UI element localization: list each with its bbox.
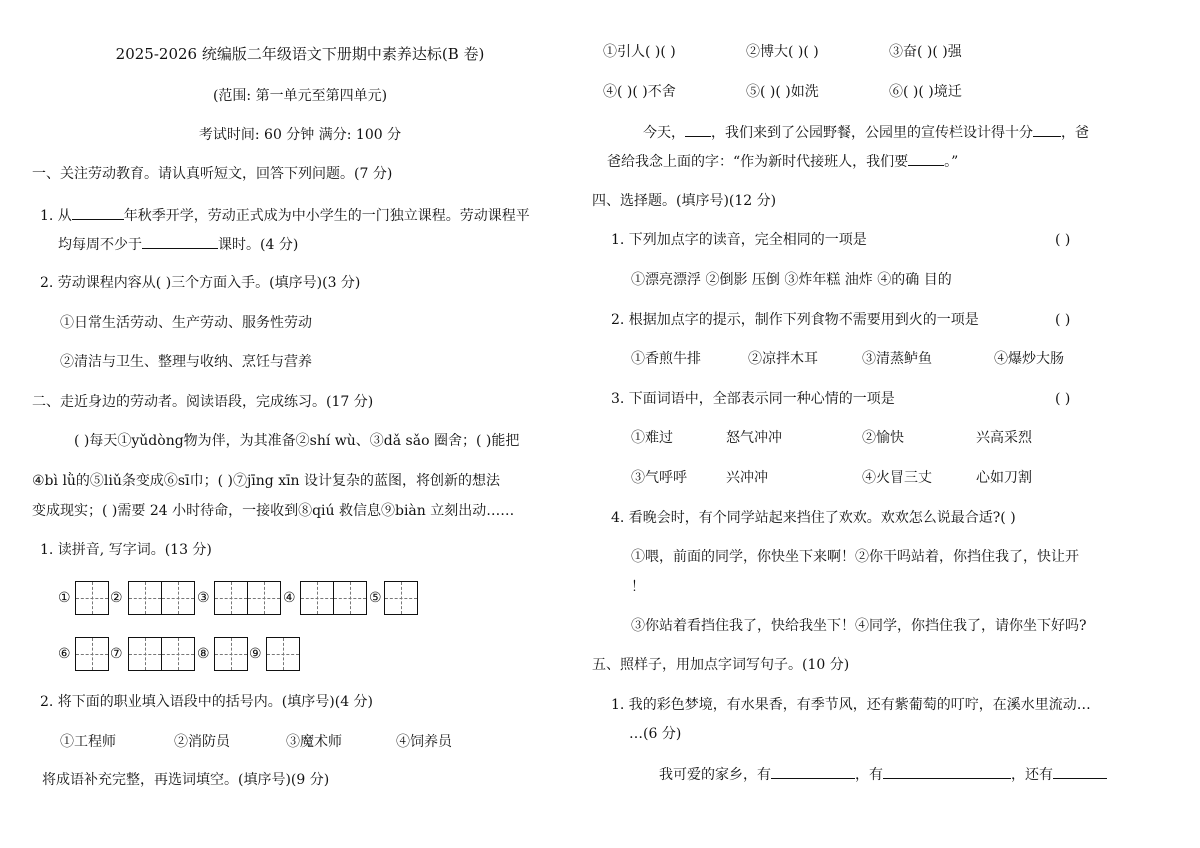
- writing-box[interactable]: [384, 581, 418, 615]
- writing-box[interactable]: [75, 637, 109, 671]
- s1-option-2: ②清洁与卫生、整理与收纳、烹饪与营养: [60, 354, 312, 370]
- grid-label-4: ④: [283, 590, 296, 606]
- s4-q4-options-line-2: ！: [631, 579, 645, 595]
- writing-grid-row-2: [58, 637, 318, 671]
- job-option-4: ④饲养员: [396, 734, 452, 750]
- fill-passage-line-2: 爸给我念上面的字：“作为新时代接班人，我们要 。”: [607, 151, 958, 172]
- s4-q4-options-line-3: ③你站着看挡住我了，快给我坐下！④同学，你挡住我了，请你坐下好吗?: [631, 618, 1087, 634]
- grid-label-7: ⑦: [110, 646, 123, 662]
- s4-q2-option-1: ①香煎牛排: [631, 351, 701, 367]
- s1-question-2: 2. 劳动课程内容从( )三个方面入手。(填序号)(3 分): [40, 275, 361, 291]
- s4-q3-option-2: ②愉快: [862, 430, 904, 446]
- writing-box[interactable]: [75, 581, 109, 615]
- exam-scope: (范围: 第一单元至第四单元): [212, 88, 388, 104]
- grid-label-3: ③: [197, 590, 210, 606]
- job-option-2: ②消防员: [174, 734, 230, 750]
- s2-passage-line-1: ( )每天①yǔdòng物为伴，为其准备②shí wù、③dǎ sǎo 圈舍；( )能把: [74, 433, 520, 449]
- section-4-heading: 四、选择题。(填序号)(12 分): [592, 193, 777, 209]
- s4-question-3: 3. 下面词语中，全部表示同一种心情的一项是: [611, 391, 895, 407]
- s4-q2-option-3: ③清蒸鲈鱼: [862, 351, 932, 367]
- s1-question-1-line-1: 1. 从 年秋季开学，劳动正式成为中小学生的一门独立课程。劳动课程平: [40, 205, 530, 226]
- s2-passage-line-3: 变成现实；( )需要 24 小时待命，一接收到⑧qiú 救信息⑨biàn 立刻出动……: [32, 503, 515, 519]
- s4-question-4: 4. 看晚会时，有个同学站起来挡住了欢欢。欢欢怎么说最合适?( ): [611, 510, 1016, 526]
- grid-label-6: ⑥: [58, 646, 71, 662]
- s2-passage-line-2: ④bì lǜ的⑤liǔ条变成⑥sī巾；( )⑦jīng xīn 设计复杂的蓝图，将创新的想法: [32, 473, 501, 489]
- writing-box[interactable]: [214, 581, 248, 615]
- section-5-heading: 五、照样子，用加点字词写句子。(10 分): [592, 657, 850, 673]
- grid-label-9: ⑨: [249, 646, 262, 662]
- s4-q3-option-3: ③气呼呼: [631, 470, 687, 486]
- s4-q3-option-4: ④火冒三丈: [862, 470, 932, 486]
- idiom-6: ⑥( )( )境迁: [889, 84, 962, 100]
- writing-box[interactable]: [333, 581, 367, 615]
- writing-box[interactable]: [161, 637, 195, 671]
- exam-title: 2025-2026 统编版二年级语文下册期中素养达标(B 卷): [115, 45, 485, 63]
- s4-question-1: 1. 下列加点字的读音，完全相同的一项是: [611, 232, 867, 248]
- grid-label-8: ⑧: [197, 646, 210, 662]
- exam-time-score: 考试时间: 60 分钟 满分: 100 分: [198, 127, 402, 143]
- s4-q4-options-line-1: ①喂，前面的同学，你快坐下来啊！②你干吗站着，你挡住我了，快让开: [631, 549, 1079, 565]
- s4-q3-option-2-word: 兴高采烈: [976, 430, 1032, 446]
- s4-q3-option-1-word: 怒气冲冲: [726, 430, 782, 446]
- s1-option-1: ①日常生活劳动、生产劳动、服务性劳动: [60, 315, 312, 331]
- grid-label-2: ②: [110, 590, 123, 606]
- writing-box[interactable]: [214, 637, 248, 671]
- s4-q3-option-3-word: 兴冲冲: [726, 470, 768, 486]
- idiom-5: ⑤( )( )如洗: [746, 84, 819, 100]
- s5-question-1-line-2: …(6 分): [629, 726, 682, 742]
- writing-box[interactable]: [128, 581, 162, 615]
- section-1-heading: 一、关注劳动教育。请认真听短文，回答下列问题。(7 分): [32, 166, 393, 182]
- idiom-3: ③奋( )( )强: [889, 44, 962, 60]
- section-2-heading: 二、走近身边的劳动者。阅读语段，完成练习。(17 分): [32, 394, 374, 410]
- writing-box[interactable]: [266, 637, 300, 671]
- writing-box[interactable]: [300, 581, 334, 615]
- s2-question-1: 1. 读拼音, 写字词。(13 分): [40, 542, 212, 558]
- idiom-1: ①引人( )( ): [603, 44, 676, 60]
- s4-q1-answer-paren: ( ): [1055, 232, 1071, 248]
- s4-q2-answer-paren: ( ): [1055, 312, 1071, 328]
- idiom-4: ④( )( )不舍: [603, 84, 676, 100]
- s4-q3-option-4-word: 心如刀割: [976, 470, 1032, 486]
- writing-box[interactable]: [128, 637, 162, 671]
- job-option-1: ①工程师: [60, 734, 116, 750]
- s4-q3-answer-paren: ( ): [1055, 391, 1071, 407]
- idiom-2: ②博大( )( ): [746, 44, 819, 60]
- s4-q2-option-4: ④爆炒大肠: [994, 351, 1064, 367]
- writing-grid-row-1: [58, 581, 438, 615]
- s5-question-1-line-1: 1. 我的彩色梦境，有水果香，有季节风，还有紫葡萄的叮咛，在溪水里流动…: [611, 697, 1091, 713]
- s2-question-3: 将成语补充完整，再选词填空。(填序号)(9 分): [42, 772, 330, 788]
- s4-q1-options: ①漂亮漂浮 ②倒影 压倒 ③炸年糕 油炸 ④的确 目的: [631, 272, 952, 288]
- s4-q3-option-1: ①难过: [631, 430, 673, 446]
- s4-q2-option-2: ②凉拌木耳: [748, 351, 818, 367]
- s4-question-2: 2. 根据加点字的提示，制作下列食物不需要用到火的一项是: [611, 312, 979, 328]
- grid-label-1: ①: [58, 590, 71, 606]
- s2-question-2: 2. 将下面的职业填入语段中的括号内。(填序号)(4 分): [40, 694, 374, 710]
- writing-box[interactable]: [247, 581, 281, 615]
- s5-writing-line: 我可爱的家乡，有 ，有 ，还有: [659, 764, 1107, 785]
- s1-question-1-line-2: 均每周不少于 课时。(4 分): [58, 234, 298, 255]
- job-option-3: ③魔术师: [286, 734, 342, 750]
- writing-box[interactable]: [161, 581, 195, 615]
- grid-label-5: ⑤: [369, 590, 382, 606]
- fill-passage-line-1: 今天， ，我们来到了公园野餐，公园里的宣传栏设计得十分 ，爸: [643, 122, 1089, 143]
